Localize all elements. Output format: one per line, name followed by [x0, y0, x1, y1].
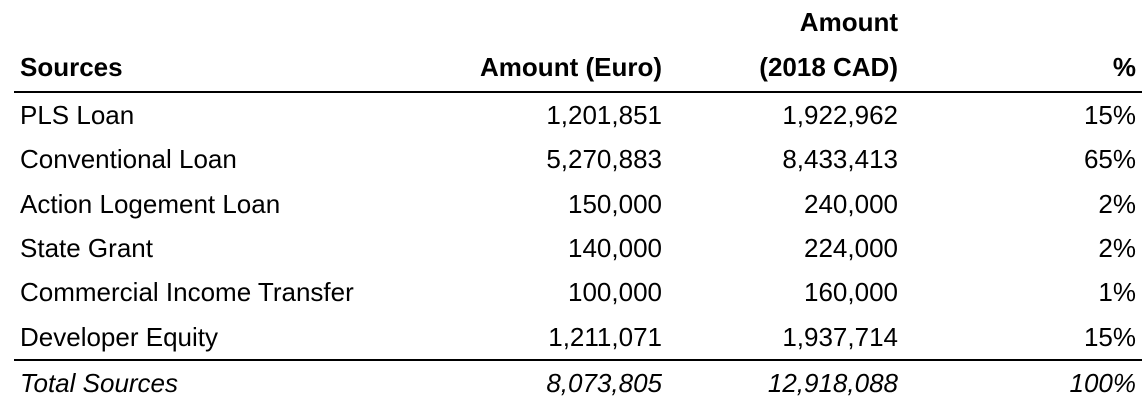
table-row: [14, 226, 1142, 270]
row-source: Developer Equity: [20, 321, 218, 352]
row-amount-euro: 1,201,851: [546, 100, 662, 131]
row-percent: 15%: [1083, 100, 1136, 131]
row-source: State Grant: [20, 233, 153, 264]
row-percent: 15%: [1083, 321, 1136, 352]
total-amount-cad: 12,918,088: [767, 367, 898, 398]
row-amount-euro: 140,000: [568, 233, 662, 264]
table-row: [14, 270, 1142, 314]
row-amount-cad: 8,433,413: [782, 144, 898, 175]
row-source: Action Logement Loan: [20, 188, 281, 219]
row-amount-cad: 240,000: [804, 188, 898, 219]
row-amount-cad: 160,000: [804, 277, 898, 308]
header-amount-cad-line2: (2018 CAD): [759, 52, 898, 82]
row-percent: 65%: [1083, 144, 1136, 175]
row-percent: 1%: [1098, 277, 1136, 308]
row-amount-cad: 1,937,714: [782, 321, 898, 352]
row-percent: 2%: [1098, 233, 1136, 264]
total-amount-euro: 8,073,805: [546, 367, 662, 398]
table-row: [14, 92, 1142, 137]
header-sources: Sources: [20, 52, 123, 82]
row-amount-euro: 1,211,071: [548, 321, 662, 352]
header-amount-cad: [668, 0, 904, 92]
total-percent: 100%: [1069, 367, 1136, 398]
row-percent: 2%: [1098, 188, 1136, 219]
row-amount-euro: 5,270,883: [546, 144, 662, 175]
row-amount-euro: 150,000: [568, 188, 662, 219]
header-percent: %: [1112, 52, 1136, 82]
row-amount-cad: 224,000: [804, 233, 898, 264]
row-source: Conventional Loan: [20, 144, 237, 175]
table-row: [14, 314, 1142, 359]
header-amount-euro: Amount (Euro): [480, 52, 662, 82]
sources-table: [14, 0, 1142, 405]
row-source: PLS Loan: [20, 100, 135, 131]
table-row: [14, 182, 1142, 226]
total-source: Total Sources: [20, 367, 179, 398]
header-amount-cad-line1: Amount: [799, 7, 898, 37]
header-row: [14, 0, 1142, 92]
row-amount-euro: 100,000: [568, 277, 662, 308]
table-row: [14, 137, 1142, 181]
row-source: Commercial Income Transfer: [20, 277, 354, 308]
row-amount-cad: 1,922,962: [782, 100, 898, 131]
total-row: [14, 360, 1142, 405]
